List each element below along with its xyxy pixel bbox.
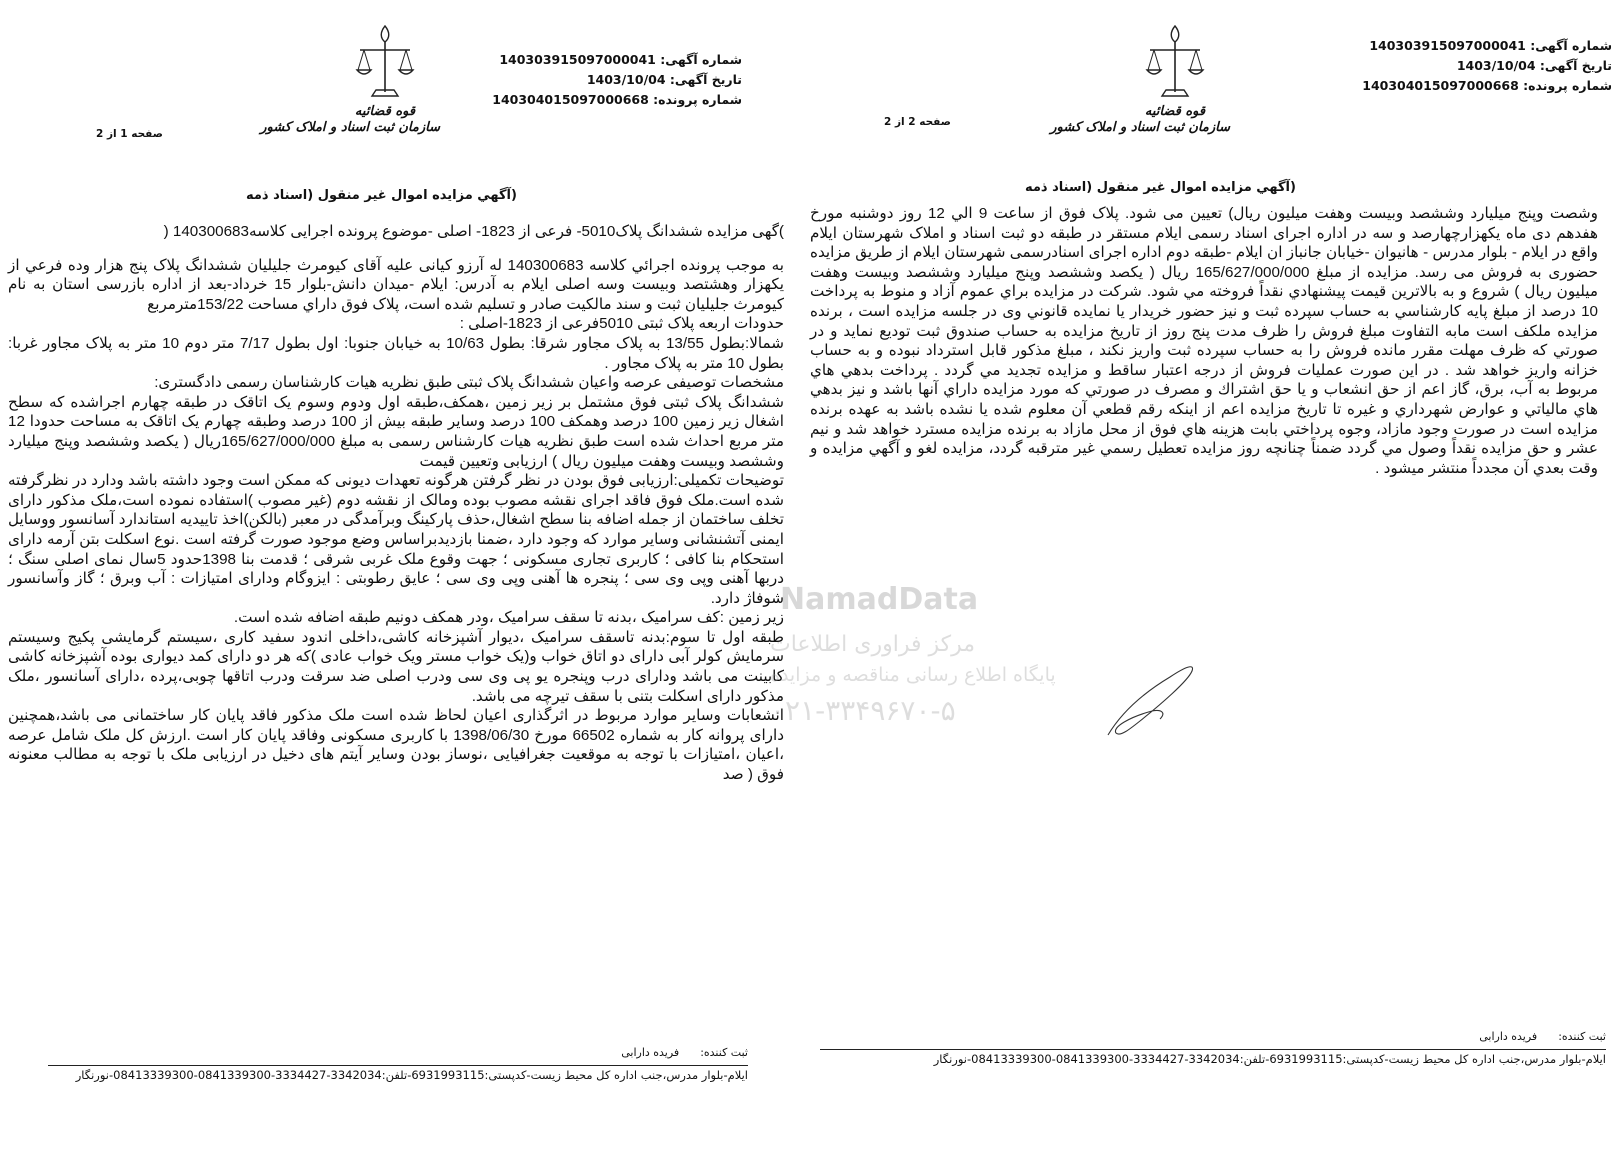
ad-meta bbox=[1362, 36, 1612, 96]
ad-title: (آگهي مزايده اموال غير منقول (اسناد ذمه bbox=[1025, 180, 1296, 195]
scales-of-justice-icon bbox=[354, 22, 416, 104]
paragraph: شمالا:بطول 13/55 به پلاک مجاور شرقا: بطول 10/63 به خیابان جنوبا: اول بطول 7/17 متر دوم 10 متر به پلاک مجاور غربا: بطول 10 متر به پلاک مجاور . bbox=[8, 334, 784, 372]
registrar-name: فریده دارابی bbox=[1479, 1030, 1538, 1043]
paragraph: زیر زمین :کف سرامیک ،بدنه تا سقف سرامیک ،ودر همکف دونیم طبقه اضافه شده است. bbox=[233, 609, 784, 627]
scales-of-justice-icon bbox=[1144, 22, 1206, 104]
judiciary-emblem bbox=[260, 22, 440, 152]
page-number: صفحه 1 از 2 bbox=[96, 128, 163, 140]
watermark-line: پایگاه اطلاع رسانی مناقصه و مزایده bbox=[770, 664, 1056, 686]
registrar-name: فریده دارابی bbox=[621, 1046, 680, 1059]
emblem-caption-bottom: سازمان ثبت اسناد و املاک کشور bbox=[260, 120, 440, 135]
emblem-caption-top: قوه قضائیه bbox=[354, 104, 416, 119]
paragraph: طبقه اول تا سوم:بدنه تاسقف سرامیک ،دیوار آشپزخانه کاشی،داخلی اندود سفید کاری ،سیستم گرمایشی پکیج وسیستم سرمایش کولر آبی دارای دو اتاق خواب و(یک خواب مستر ویک خواب عادی )که هر دو دارای کمد دیواری بوده آشپزخانه کاشی کابینت می باشد ودارای درب وپنجره یو پی وی سی ودرب اصلی ضد سرقت ودرب اتاقها چوبی،پرده ،دارای آسانسور ،ملک مذکور دارای اسکلت بتنی با سقف تیرچه می باشد. bbox=[8, 628, 784, 705]
ad-meta bbox=[492, 50, 742, 110]
ad-title: (آگهي مزايده اموال غير منقول (اسناد ذمه bbox=[246, 188, 517, 203]
page-2 bbox=[810, 0, 1616, 1162]
watermark-line: مرکز فراوری اطلاعات bbox=[770, 632, 976, 657]
paragraph: توضیحات تکمیلی:ارزیابی فوق بودن در نظر گرفتن هرگونه تعهدات دیونی که ممکن است وجود داشته باشد ودارد در نظرگرفته شده است.ملک فوق فاقد اجرای نقشه مصوب بوده ومالک از نقشه دوم (غیر مصوب )استفاده نموده است،ملک مذکور دارای تخلف ساختمان از جمله اضافه بنا سطح اشغال،حذف پارکینگ وبرآمدگی در معبر (بالکن)اخذ تاییدیه استاندارد آسانسور ووسایل ایمنی آتشنشانی وسایر موارد که وجود دارد ،ضمنا بازدیدبراساس وضع موجود صورت گرفته است .نوع اسکلت بتن آرمه دارای استحکام بنا کافی ؛ کاربری تجاری مسکونی ؛ جهت وقوع ملک غربی شرقی ؛ قدمت بنا 1398حدود 5سال نمای اصلی سنگ ؛ دربها آهنی وپی وی سی ؛ پنجره ها آهنی وپی وی سی ؛ عایق رطوبتی : ایزوگام ودارای امتیازات : آب وبرق ؛ گاز وآسانسور شوفاژ دارد. bbox=[8, 472, 784, 607]
footer bbox=[48, 1046, 748, 1082]
footer bbox=[820, 1030, 1606, 1066]
registrar-label: ثبت کننده: bbox=[700, 1046, 748, 1059]
watermark-phone: ۰۲۱-۳۳۴۹۶۷۰-۵ bbox=[770, 694, 956, 727]
judiciary-emblem bbox=[1050, 22, 1230, 152]
ad-number-row: شماره آگهی: 140303915097000041 bbox=[499, 52, 742, 67]
footer-address: ایلام-بلوار مدرس،جنب اداره کل محیط زیست-کدپستی:6931993115-تلفن:3342034-3334427-0841339300-08413339300-نورنگار bbox=[820, 1049, 1606, 1066]
ad-body bbox=[810, 204, 1598, 478]
paragraph: وشصت وپنج میلیارد وششصد وبیست وهفت میلیون ریال) تعیین می شود. پلاک فوق از ساعت 9 الي 12 روز دوشنبه مورخ هفدهم دی ماه یکهزارچهارصد و سه در اداره اجرای اسناد رسمی ایلام مستقر در طبقه دو ثبت اسناد و املاک شهرستان ایلام واقع در ایلام - بلوار مدرس - هانیوان -خیابان جانباز ان ایلام -طبقه دوم اداره اجرای اسنادرسمی شهرستان ایلام از طریق مزایده حضوری به فروش می رسد. مزایده از مبلغ 165/627/000/000 ریال ( یکصد وششصد وپنج میلیارد وششصد وبیست وهفت میلیون ریال ) شروع و به بالاترين قيمت پيشنهادي نقداً فروخته مي شود. شركت در مزايده براي عموم آزاد و منوط به پرداخت 10 درصد از مبلغ پايه كارشناسي به حساب سپرده ثبت و نيز حضور خريدار يا نمايده قانوني وی در جلسه مزايده است ، برنده مزايده ملكف است مابه التفاوت مبلغ فروش را ظرف مدت پنج روز از تاريخ مزايده به حساب صندوق ثبت توديع نمايد و در صورتي كه ظرف مهلت مقرر مانده فروش را به حساب سپرده ثبت واريز نكند ، مبلغ مذكور قابل استرداد نبوده و به حساب خزانه واريز خواهد شد . در اين صورت عمليات فروش از درجه اعتبار ساقط و مزايده تجديد مي گردد . پرداخت بدهي هاي مربوط به آب، برق، گاز اعم از حق انشعاب و يا حق اشتراك و مصرف در صورتي كه مورد مزايده داراي آنها باشد و نيز بدهي هاي مالياتي و عوارض شهرداري و غيره تا تاريخ مزايده اعم از اينكه رقم قطعي آن معلوم شده يا نشده باشد به عهده برنده مزايده است در صورت وجود مازاد، وجوه پرداختي بابت هزينه هاي فوق از محل مازاد به برنده مزايده مسترد خواهد شد و نيم عشر و حق مزايده نقداً وصول مي گردد ضمناً چنانچه روز مزايده تعطيل رسمي غير مترقبه گردد، مزايده لغو و آگهي مزايده و وقت بعدي آن مجدداً منتشر ميشود . bbox=[810, 205, 1598, 477]
footer-address: ایلام-بلوار مدرس،جنب اداره کل محیط زیست-کدپستی:6931993115-تلفن:3342034-3334427-0841339300-08413339300-نورنگار bbox=[48, 1065, 748, 1082]
signature-icon bbox=[1100, 655, 1210, 745]
registrar bbox=[48, 1046, 748, 1059]
page-1 bbox=[0, 0, 790, 1162]
paragraph: حدودات اربعه پلاک ثبتی 5010فرعی از 1823-اصلی : bbox=[459, 315, 784, 333]
paragraph: ششدانگ پلاک ثبتی فوق مشتمل بر زیر زمین ،همکف،طبقه اول ودوم وسوم یک اتاقک در طبقه چهارم اجراشده که سطح اشغال زیر زمین 100 درصد وهمکف 100 درصد وسایر طبقه بیش از 100 درصد وطبقه چهارم یک اتاقک به مساحت حدودا 12 متر مربع احداث شده است طبق نظریه هیات کارشناس رسمی به مبلغ 165/627/000/000ریال ( یکصد وششصد وپنج میلیارد وششصد وبیست وهفت میلیون ریال ) ارزیابی وتعیین قیمت bbox=[8, 393, 785, 470]
case-number-row: شماره پرونده: 140304015097000668 bbox=[492, 92, 742, 107]
ad-number-row: شماره آگهی: 140303915097000041 bbox=[1369, 38, 1612, 53]
page-number: صفحه 2 از 2 bbox=[884, 116, 951, 128]
ad-body bbox=[8, 222, 784, 785]
emblem-caption-bottom: سازمان ثبت اسناد و املاک کشور bbox=[1050, 120, 1230, 135]
registrar bbox=[820, 1030, 1606, 1043]
ad-date-row: تاریخ آگهی: 1403/10/04 bbox=[586, 72, 742, 87]
paragraph-heading: )گهی مزایده ششدانگ پلاک5010- فرعی از 1823- اصلی -موضوع پرونده اجرایی کلاسه140300683 ( bbox=[163, 223, 784, 240]
paragraph: انشعابات وسایر موارد مربوط در اثرگذاری اعیان لحاظ شده است ملک مذکور فاقد پایان کار ساختمانی می باشد،همچنین دارای پروانه کار به شماره 66502 مورخ 1398/06/30 با کاربری مسکونی وفاقد پایان کار است .ارزش کل ملک شامل عرصه ،اعیان ،امتیازات با توجه به موقعیت جغرافیایی ،نوساز بودن وسایر آیتم های دخیل در ارزیابی ملک با توجه به مطالب معنونه فوق ( صد bbox=[8, 707, 785, 784]
emblem-caption-top: قوه قضائیه bbox=[1144, 104, 1206, 119]
watermark-logo: NamadData bbox=[780, 582, 979, 617]
registrar-label: ثبت کننده: bbox=[1558, 1030, 1606, 1043]
paragraph: به موجب پرونده اجرائي کلاسه 140300683 له آرزو کیانی علیه آقای کیومرث جلیلیان ششدانگ پلاک پنج هزار وده فرعي از يکهزار وهشتصد وبيست وسه اصلی ایلام به آدرس: ایلام -میدان دانش-بلوار 15 خرداد-بعد از اداره بازرسی استان به نام کیومرث جلیلیان ثبت و سند مالکیت صادر و تسلیم شده است، پلاک فوق داراي مساحت 153/22مترمربع bbox=[8, 256, 784, 313]
case-number-row: شماره پرونده: 140304015097000668 bbox=[1362, 78, 1612, 93]
ad-date-row: تاریخ آگهی: 1403/10/04 bbox=[1456, 58, 1612, 73]
paragraph: مشخصات توصیفی عرصه واعیان ششدانگ پلاک ثبتی طبق نظریه هیات کارشناسان رسمی دادگستری: bbox=[154, 374, 784, 392]
